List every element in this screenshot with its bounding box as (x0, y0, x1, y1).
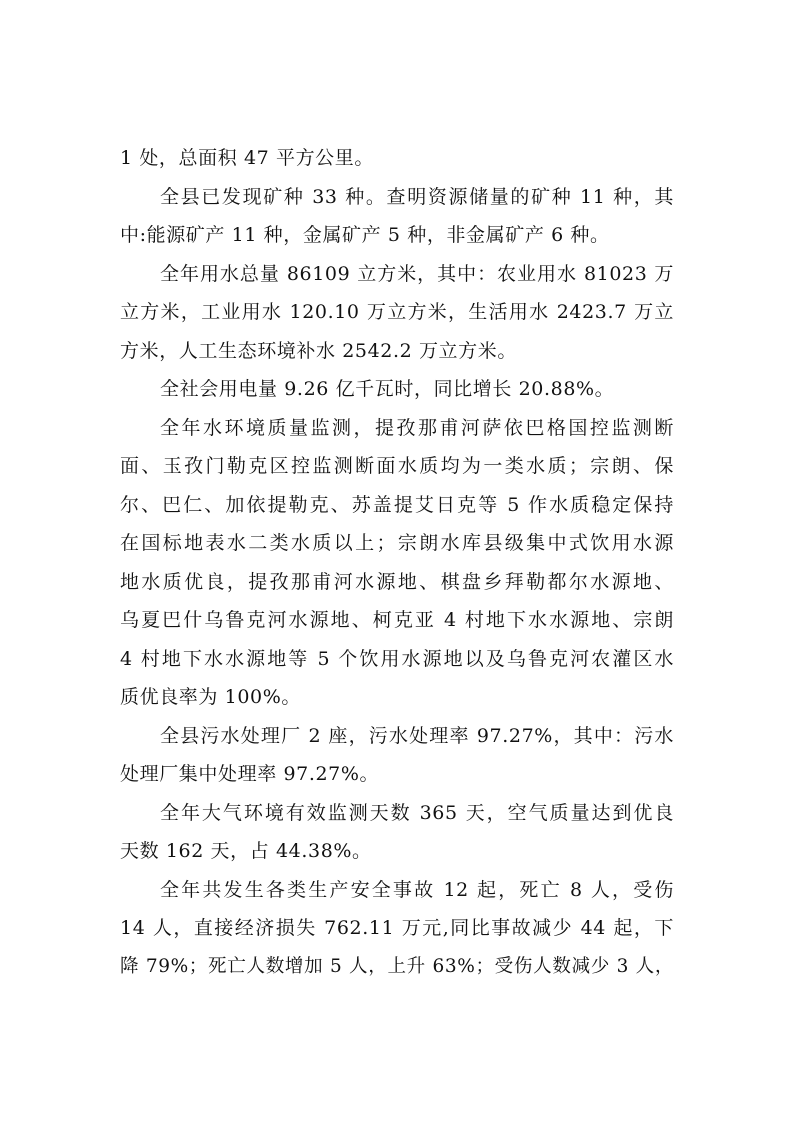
paragraph-water-quality (120, 409, 674, 717)
paragraph-safety-accidents (120, 871, 674, 987)
text-line: 全年大气环境有效监测天数 365 天，空气质量达到优良 (160, 801, 674, 824)
text-line: 全县已发现矿种 33 种。查明资源储量的矿种 11 种，其 (160, 185, 674, 208)
text-line: 地水质优良，提孜那甫河水源地、棋盘乡拜勒都尔水源地、 (120, 570, 674, 593)
text-line: 全县污水处理厂 2 座，污水处理率 97.27%，其中：污水 (160, 724, 674, 747)
paragraph-electricity (120, 370, 674, 409)
text-line: 尔、巴仁、加依提勒克、苏盖提艾日克等 5 作水质稳定保持 (120, 493, 674, 516)
paragraph-minerals (120, 178, 674, 255)
text-line: 中:能源矿产 11 种，金属矿产 5 种，非金属矿产 6 种。 (120, 224, 610, 246)
text-line: 全社会用电量 9.26 亿千瓦时，同比增长 20.88%。 (160, 378, 615, 400)
paragraph-air-quality (120, 794, 674, 871)
text-line: 全年共发生各类生产安全事故 12 起，死亡 8 人，受伤 (160, 878, 674, 901)
text-line: 1 处，总面积 47 平方公里。 (120, 147, 374, 169)
text-line: 在国标地表水二类水质以上；宗朗水库县级集中式饮用水源 (120, 532, 674, 554)
text-line: 天数 162 天，占 44.38%。 (120, 840, 372, 862)
text-line: 面、玉孜门勒克区控监测断面水质均为一类水质；宗朗、保 (120, 455, 674, 477)
text-line: 降 79%；死亡人数增加 5 人，上升 63%；受伤人数减少 3 人， (120, 955, 674, 977)
paragraph-sewage (120, 717, 674, 794)
text-line: 质优良率为 100%。 (120, 686, 301, 708)
text-line: 全年水环境质量监测，提孜那甫河萨依巴格国控监测断 (160, 416, 674, 439)
paragraph-area (120, 139, 674, 178)
text-line: 14 人，直接经济损失 762.11 万元,同比事故减少 44 起，下 (120, 917, 674, 939)
text-line: 4 村地下水水源地等 5 个饮用水源地以及乌鲁克河农灌区水 (120, 647, 674, 670)
text-line: 处理厂集中处理率 97.27%。 (120, 763, 380, 785)
paragraph-water-use (120, 255, 674, 371)
text-line: 乌夏巴什乌鲁克河水源地、柯克亚 4 村地下水水源地、宗朗 (120, 609, 674, 631)
text-line: 立方米，工业用水 120.10 万立方米，生活用水 2423.7 万立 (120, 301, 674, 323)
text-line: 全年用水总量 86109 立方米，其中：农业用水 81023 万 (160, 262, 674, 285)
text-line: 方米，人工生态环境补水 2542.2 万立方米。 (120, 339, 517, 362)
document-body (120, 139, 674, 986)
